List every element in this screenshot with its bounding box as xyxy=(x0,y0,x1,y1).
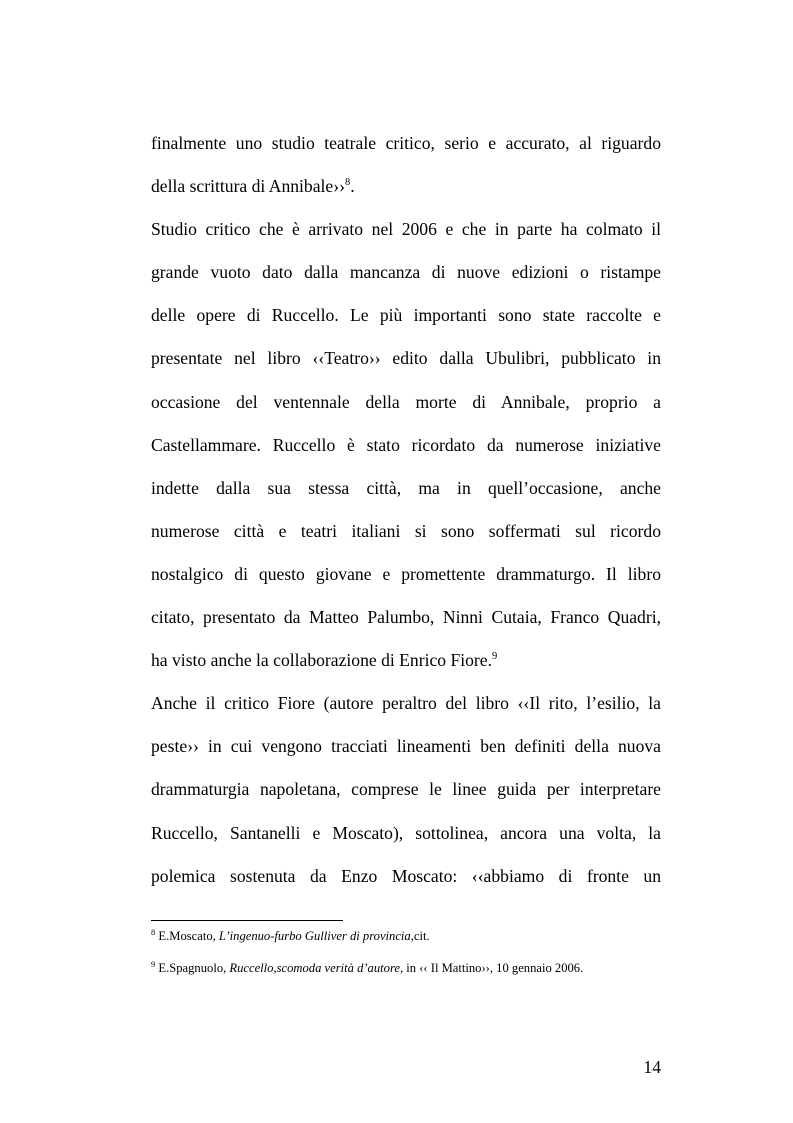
line-text: . xyxy=(350,176,355,197)
line-text: grande vuoto dato dalla mancanza di nuove edizioni o ristampe xyxy=(151,262,661,283)
footnote-ref-8: 8 xyxy=(344,177,351,189)
line-text: finalmente uno studio teatrale critico, serio e accurato, al riguardo xyxy=(151,133,661,153)
line-text: occasione del ventennale della morte di Annibale, proprio a xyxy=(151,391,661,412)
line-text: drammaturgia napoletana, comprese le linee guida per interpretare xyxy=(151,779,661,800)
line-text: Anche il critico Fiore (autore peraltro del libro ‹‹Il rito, l’esilio, la xyxy=(151,693,661,714)
line-text: citato, presentato da Matteo Palumbo, Ninni Cutaia, Franco Quadri, xyxy=(151,607,661,628)
line-text: Castellammare. Ruccello è stato ricordato da numerose iniziative xyxy=(151,434,661,455)
line-text: indette dalla sua stessa città, ma in quell’occasione, anche xyxy=(151,477,661,498)
body-text xyxy=(151,122,661,898)
footnote-separator xyxy=(151,920,343,921)
footnote-9 xyxy=(151,960,583,976)
body-line xyxy=(151,768,661,811)
line-text: Ruccello, Santanelli e Moscato), sottolinea, ancora una volta, la xyxy=(151,822,661,843)
body-line xyxy=(151,812,661,855)
line-text: nostalgico di questo giovane e promettente drammaturgo. Il libro xyxy=(151,563,661,584)
body-line xyxy=(151,510,661,553)
body-line xyxy=(151,381,661,424)
footnote-author: E.Moscato, xyxy=(155,929,219,943)
line-text: presentate nel libro ‹‹Teatro›› edito dalla Ubulibri, pubblicato in xyxy=(151,348,661,369)
body-line xyxy=(151,424,661,467)
body-line xyxy=(151,251,661,294)
line-text: peste›› in cui vengono tracciati lineamenti ben definiti della nuova xyxy=(151,736,661,757)
line-text: ha visto anche la collaborazione di Enrico Fiore. xyxy=(151,650,492,671)
line-text: della scrittura di Annibale›› xyxy=(151,176,345,197)
body-line xyxy=(151,294,661,337)
line-text: delle opere di Ruccello. Le più importanti sono state raccolte e xyxy=(151,305,661,326)
footnote-source: in ‹‹ Il Mattino››, 10 gennaio 2006. xyxy=(403,961,584,975)
body-line xyxy=(151,725,661,768)
footnote-number: 8 xyxy=(151,927,156,937)
body-line xyxy=(151,682,661,725)
body-line xyxy=(151,855,661,898)
body-line xyxy=(151,553,661,596)
footnote-title: Ruccello,scomoda verità d’autore, xyxy=(229,961,404,975)
footnote-ref-9: 9 xyxy=(492,651,498,663)
line-text: numerose città e teatri italiani si sono soffermati sul ricordo xyxy=(151,520,661,541)
body-line xyxy=(151,596,661,639)
footnote-author: E.Spagnuolo, xyxy=(155,961,230,975)
body-line xyxy=(151,122,661,165)
line-text: polemica sostenuta da Enzo Moscato: ‹‹abbiamo di fronte un xyxy=(151,865,661,886)
line-text: Studio critico che è arrivato nel 2006 e che in parte ha colmato il xyxy=(151,219,661,240)
footnote-number: 9 xyxy=(151,959,156,969)
page-number: 14 xyxy=(643,1057,661,1077)
footnote-source: cit. xyxy=(413,929,430,943)
body-line xyxy=(151,639,661,682)
body-line xyxy=(151,165,661,208)
footnote-title: L’ingenuo-furbo Gulliver di provincia, xyxy=(218,929,414,943)
body-line xyxy=(151,467,661,510)
body-line xyxy=(151,208,661,251)
body-line xyxy=(151,337,661,380)
footnote-8 xyxy=(151,928,430,944)
